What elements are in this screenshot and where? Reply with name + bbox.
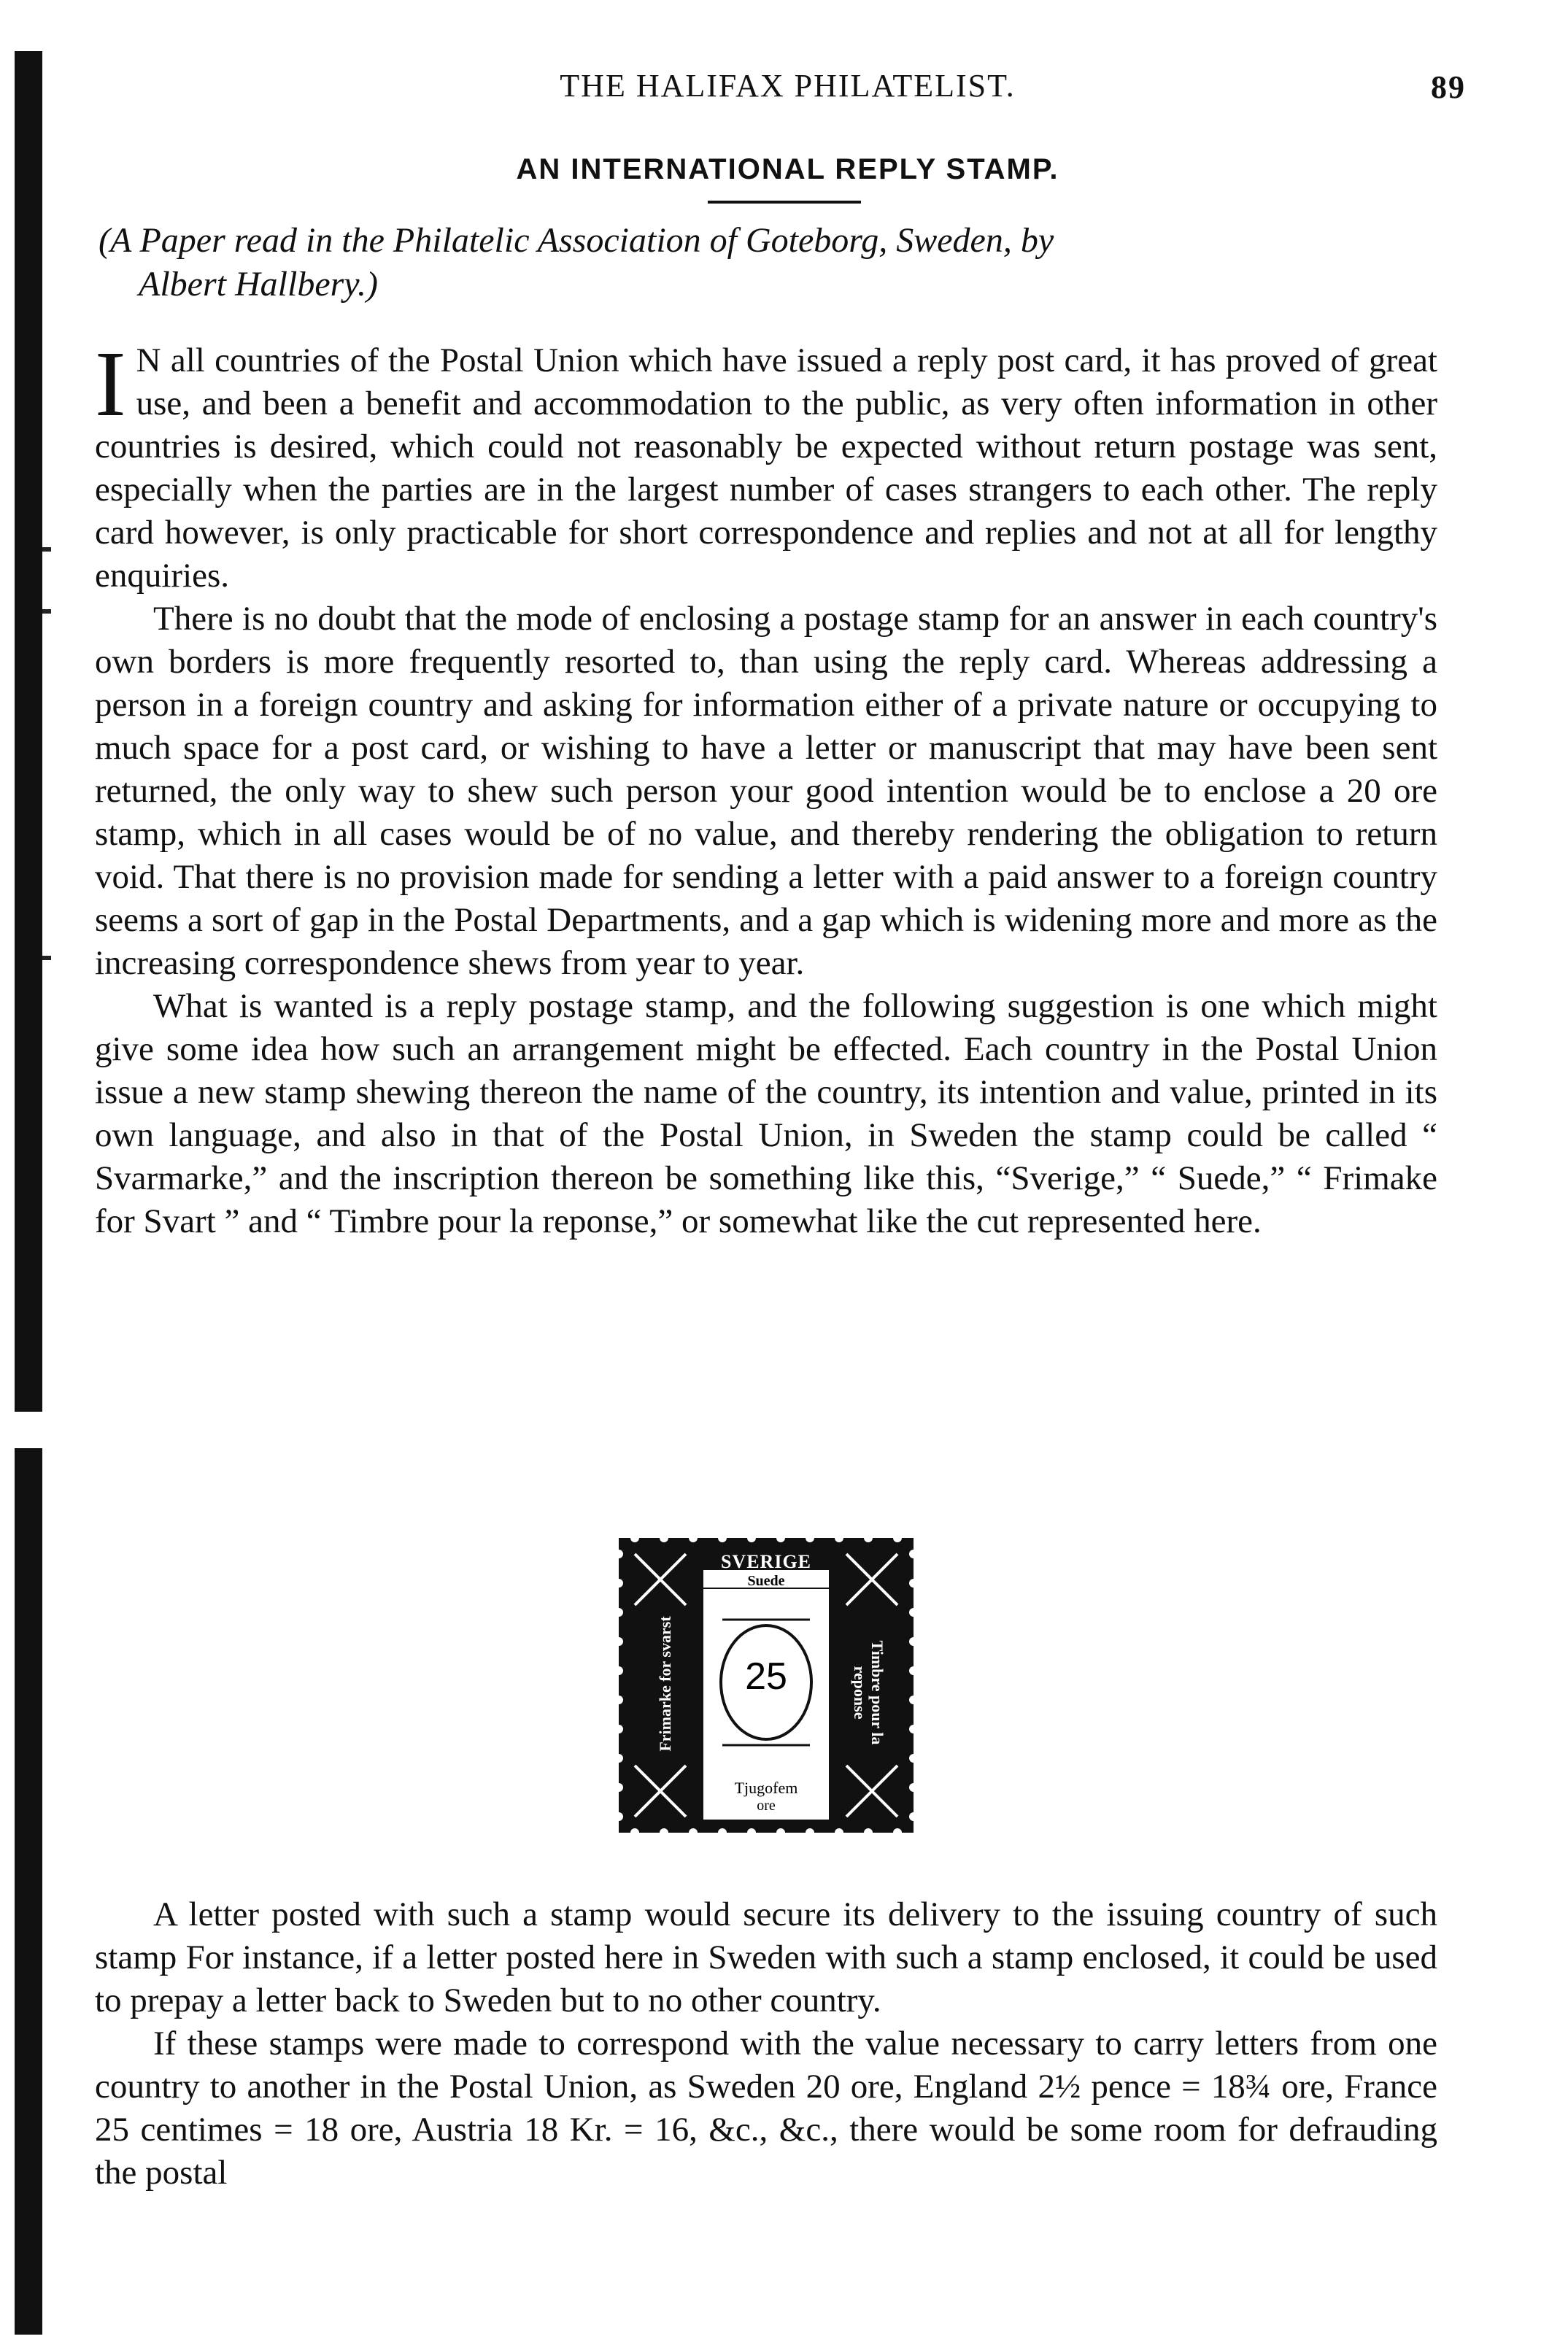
stamp-currency: ore	[757, 1798, 776, 1814]
stamp-left-inscription: Frimarke for svarst	[656, 1616, 674, 1752]
edge-mark	[42, 956, 51, 960]
stamp-country-french: Suede	[747, 1573, 785, 1589]
paragraph-5: If these stamps were made to correspond with the value necessary to carry letters from one country to another in the Postal Union, as Sweden 20 ore, England 2½ pence = 18¾ ore, France 25 centimes = 18 ore, Austria 18 Kr. = 16, &c., &c., there would be some room for defrauding the postal	[95, 2025, 1437, 2192]
title-rule	[708, 201, 861, 204]
byline-line-2: Albert Hallbery.)	[139, 265, 378, 304]
stamp-illustration	[613, 1532, 919, 1839]
paragraph-1-text: N all countries of the Postal Union which have issued a reply post card, it has proved of great use, and been a benefit and accommodation to the public, as very often information in other countries is desired, which could not reasonably be expected without return postage was sent, especially when the parties are in the largest number of cases strangers to each other. The reply card however, is only practicable for short correspondence and replies and not at all for lengthy enquiries.	[95, 341, 1437, 595]
article-body-upper	[95, 332, 1437, 1243]
paragraph-1	[95, 332, 1437, 598]
article-body-lower	[95, 1893, 1437, 2195]
stamp-right-inscription: Timbre pour la reponse	[851, 1640, 887, 1745]
drop-cap: I	[95, 332, 126, 436]
byline	[99, 219, 1437, 306]
edge-mark	[42, 609, 51, 614]
paragraph-2: There is no doubt that the mode of enclosing a postage stamp for an answer in each country's own borders is more frequently resorted to, than using the reply card. Whereas addressing a person in a foreign country and asking for information either of a private nature or occupying to much space for a post card, or wishing to have a letter or manuscript that may have been sent returned, the only way to shew such person your good intention would be to enclose a 20 ore stamp, which in all cases would be of no value, and thereby rendering the obligation to return void. That there is no provision made for sending a letter with a paid answer to a foreign country seems a sort of gap in the Postal Departments, and a gap which is widening more and more as the increasing correspondence shews from year to year.	[95, 600, 1437, 982]
paragraph-3: What is wanted is a reply postage stamp, and the following suggestion is one which might give some idea how such an arrangement might be effected. Each country in the Postal Union issue a new stamp shewing thereon the name of the country, its intention and value, printed in its own language, and also in that of the Postal Union, in Sweden the stamp could be called “ Svarmarke,” and the inscription thereon be something like this, “Sverige,” “ Suede,” “ Frimake for Svart ” and “ Timbre pour la reponse,” or somewhat like the cut represented here.	[95, 987, 1437, 1240]
byline-line-1: (A Paper read in the Philatelic Association of Goteborg, Sweden, by	[99, 221, 1054, 260]
article-title: AN INTERNATIONAL REPLY STAMP.	[516, 153, 1059, 185]
binding-shadow	[15, 51, 42, 2335]
running-header	[109, 60, 1466, 111]
paragraph-4: A letter posted with such a stamp would secure its delivery to the issuing country of such stamp For instance, if a letter posted here in Sweden with such a stamp enclosed, it could be used to prepay a letter back to Sweden but to no other country.	[95, 1895, 1437, 2019]
stamp-value-words: Tjugofem	[734, 1779, 798, 1797]
stamp-country: SVERIGE	[720, 1551, 812, 1572]
binding-gap	[15, 1412, 42, 1448]
edge-mark	[42, 547, 51, 552]
running-title: THE HALIFAX PHILATELIST.	[560, 67, 1016, 104]
page-number: 89	[1431, 69, 1466, 105]
stamp-value: 25	[745, 1655, 787, 1698]
